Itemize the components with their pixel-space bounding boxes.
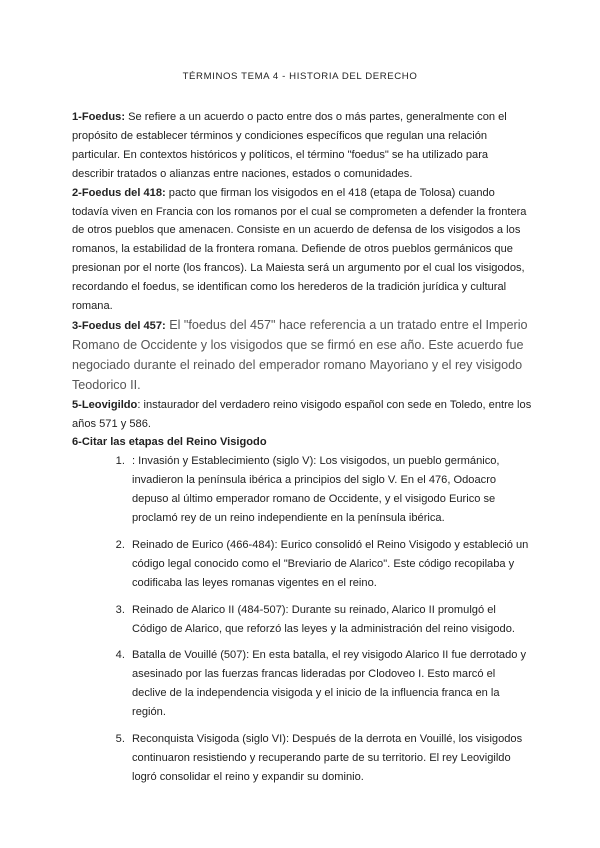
entry-separator: : [121,111,126,123]
entry-text: El "foedus del 457" hace referencia a un tratado entre el Imperio Romano de Occidente y los visigodos que se firmó en ese año. Este acuerdo fue negociado durante el reinado del emperador romano Mayoriano y el rey visigodo Teodorico II. [72,317,528,392]
entry-text: pacto que firman los visigodos en el 418 (etapa de Tolosa) cuando todavía viven en Francia con los romanos por el cual se comprometen a defender la frontera de otros pueblos que amenacen. Consiste en un acuerdo de defensa de los visigodos a los romanos, la estabilidad de la frontera romana. Defiende de otros pueblos germánicos que presionan por el norte (los francos). La Maiesta será un argumento por el cual los visigodos, recordando el foedus, se identifican como los herederos de la tradición jurídica y cultural romana. [72,186,527,313]
entry-term: 3-Foedus del 457: [72,319,166,332]
entry-foedus-418 [72,184,532,316]
entry-foedus [72,108,532,184]
document-body [72,108,532,795]
entry-leovigildo [72,396,532,434]
list-item: 3. Reinado de Alarico II (484-507): Durante su reinado, Alarico II promulgó el Código de Alarico, que reforzó las leyes y la administración del reino visigodo. [128,601,532,639]
entry-term: 5-Leovigildo [72,398,138,411]
entry-text: instaurador del verdadero reino visigodo español con sede en Toledo, entre los años 571 y 586. [72,398,532,430]
list-item: 5. Reconquista Visigoda (siglo VI): Después de la derrota en Vouillé, los visigodos continuaron resistiendo y recuperando parte de su territorio. El rey Leovigildo logró consolidar el reino y expandir su dominio. [128,730,532,787]
entry-separator: : [137,398,141,411]
entry-foedus-457 [72,316,532,396]
list-item: 4. Batalla de Vouillé (507): En esta batalla, el rey visigodo Alarico II fue derrotado y asesinado por las fuerzas francas lideradas por Clodoveo I. Esto marcó el declive de la independencia visigoda y el inicio de la influencia franca en la región. [128,646,532,722]
list-item: 1. : Invasión y Establecimiento (siglo V): Los visigodos, un pueblo germánico, invadieron la península ibérica a principios del siglo V. En el 476, Odoacro depuso al último emperador romano de Occidente, y el visigodo Eurico se proclamó rey de un reino independiente en la península ibérica. [128,452,532,528]
entry-term: 2-Foedus del 418: [72,186,166,199]
entry-text: Se refiere a un acuerdo o pacto entre dos o más partes, generalmente con el propósito de establecer términos y condiciones específicos que regulan una relación particular. En contextos históricos y políticos, el término "foedus" se ha utilizado para describir tratados o alianzas entre naciones, estados o comunidades. [72,111,507,180]
stages-list [72,452,532,787]
list-item: 2. Reinado de Eurico (466-484): Eurico consolidó el Reino Visigodo y estableció un código legal conocido como el "Breviario de Alarico". Este código recopilaba y codificaba las leyes romanas vigentes en el reino. [128,536,532,593]
entry-term: 1-Foedus [72,111,122,123]
section-title: 6-Citar las etapas del Reino Visigodo [72,436,267,449]
page-title: TÉRMINOS TEMA 4 - HISTORIA DEL DERECHO [182,71,418,82]
